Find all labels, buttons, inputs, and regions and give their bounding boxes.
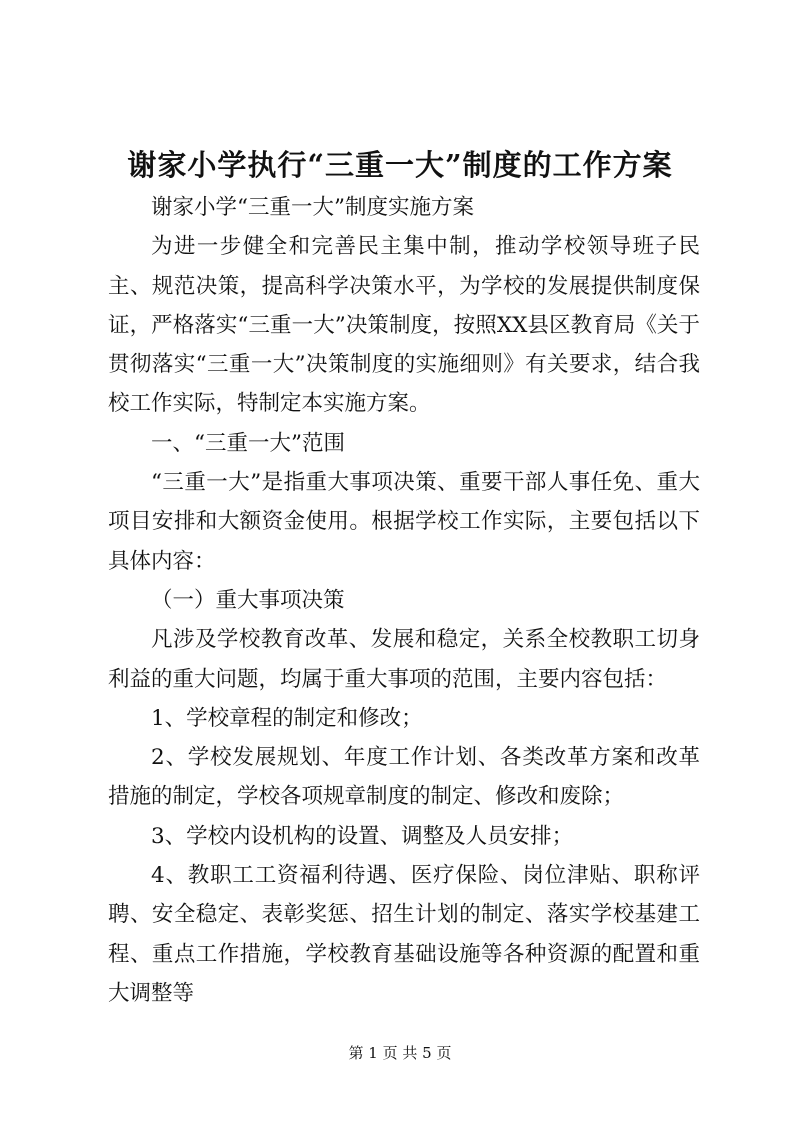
page-footer: 第 1 页 共 5 页 [348, 1044, 452, 1062]
subsection-paragraph: 凡涉及学校教育改革、发展和稳定，关系全校教职工切身利益的重大问题，均属于重大事项的范围，主要内容包括： [108, 627, 700, 692]
section-heading: 一、“三重一大”范围 [151, 430, 345, 456]
scope-paragraph: “三重一大”是指重大事项决策、重要干部人事任免、重大项目安排和大额资金使用。根据学校工作实际，主要包括以下具体内容： [108, 470, 700, 574]
subtitle-paragraph: 谢家小学“三重一大”制度实施方案 [151, 195, 474, 220]
list-item-2: 2、学校发展规划、年度工作计划、各类改革方案和改革措施的制定，学校各项规章制度的制定、修改和废除； [108, 745, 700, 810]
subsection-heading: （一）重大事项决策 [151, 587, 345, 613]
list-item-1: 1、学校章程的制定和修改； [151, 705, 423, 731]
document-body [108, 188, 700, 1013]
intro-paragraph: 为进一步健全和完善民主集中制，推动学校领导班子民主、规范决策，提高科学决策水平，为学校的发展提供制度保证，严格落实“三重一大”决策制度，按照XX县区教育局《关于贯彻落实“三重一大”决策制度的实施细则》有关要求，结合我校工作实际，特制定本实施方案。 [108, 234, 700, 417]
list-item-4: 4、教职工工资福利待遇、医疗保险、岗位津贴、职称评聘、安全稳定、表彰奖惩、招生计划的制定、落实学校基建工程、重点工作措施，学校教育基础设施等各种资源的配置和重大调整等 [108, 863, 700, 1006]
list-item-3: 3、学校内设机构的设置、调整及人员安排； [151, 823, 574, 849]
document-title: 谢家小学执行“三重一大”制度的工作方案 [127, 148, 673, 182]
